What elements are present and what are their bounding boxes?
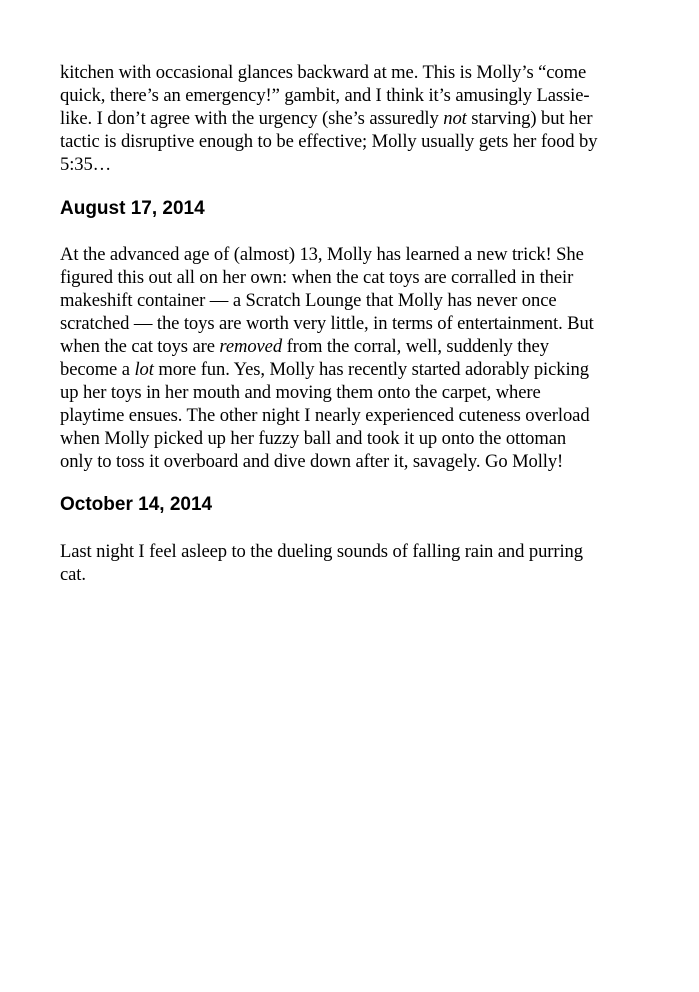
entry-paragraph [60, 540, 600, 586]
paragraph-text: kitchen with occasional glances backward at me. This is Molly’s “come quick, there’s an emergency!” gambit, and I think it’s amusingly Lassie-like. I don’t agree with the urgency (she’s assuredly [60, 62, 590, 129]
paragraph-text: Last night I feel asleep to the dueling sounds of falling rain and purring cat. [60, 541, 583, 585]
entry-date-heading: August 17, 2014 [60, 198, 205, 219]
entry-date-heading: October 14, 2014 [60, 494, 213, 515]
entry-paragraph [60, 243, 600, 473]
paragraph-text: starving) but her tactic is disruptive enough to be effective; Molly usually gets her food by 5:35… [60, 108, 598, 175]
emphasis-text: removed [219, 336, 283, 357]
emphasis-text: lot [134, 359, 154, 380]
document-body [60, 61, 600, 586]
intro-paragraph [60, 61, 600, 176]
paragraph-text: from the corral, well, suddenly they become a [60, 336, 549, 380]
paragraph-text: At the advanced age of (almost) 13, Molly has learned a new trick! She figured this out all on her own: when the cat toys are corralled in their makeshift container — a Scratch Lounge that Molly has never once scratched — the toys are worth very little, in terms of entertainment. But when the cat toys are [60, 244, 594, 357]
paragraph-text: more fun. Yes, Molly has recently started adorably picking up her toys in her mouth and moving them onto the carpet, where playtime ensues. The other night I nearly experienced cuteness overload when Molly picked up her fuzzy ball and took it up onto the ottoman only to toss it overboard and dive down after it, savagely. Go Molly! [60, 359, 590, 472]
emphasis-text: not [443, 108, 467, 129]
